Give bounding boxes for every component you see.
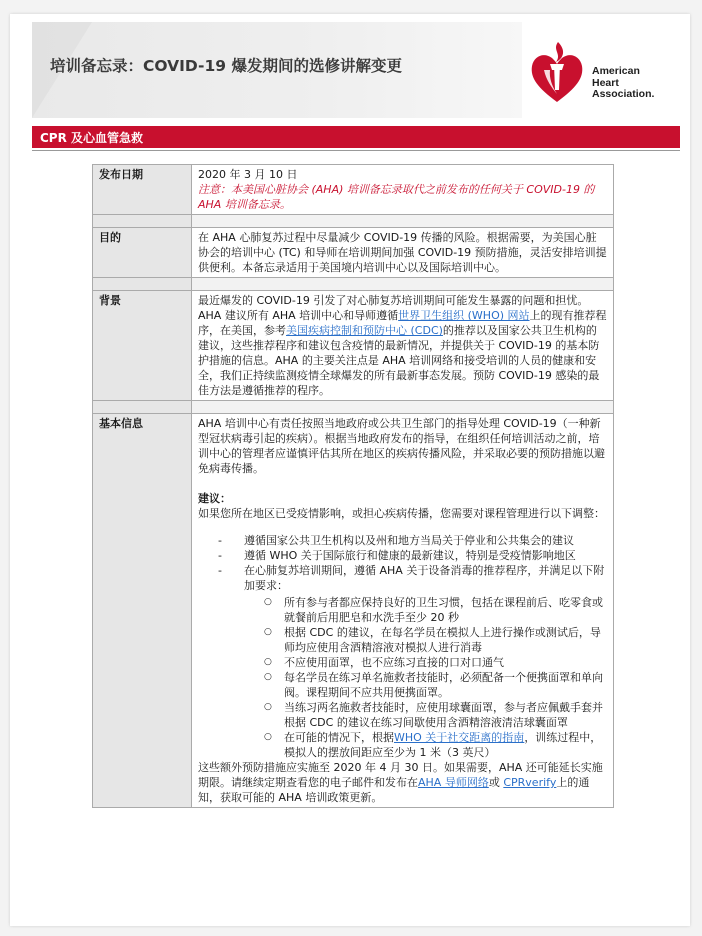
background-text-1: 最近爆发的 COVID-19 引发了对心肺复苏培训期间可能发生暴露的问题和担忧。AHA 建议所有 AHA 培训中心和导师遵循 [198, 294, 589, 322]
logo-line-2: Heart [592, 76, 619, 89]
closing-text-3: 上的通知，获取可能的 AHA 培训政策更新。 [198, 776, 590, 804]
sub-list-item [264, 730, 607, 760]
sub-item-text: ，训练过程中，模拟人的摆放间距应至少为 1 米（3 英尺） [284, 731, 602, 759]
purpose-text: 在 AHA 心肺复苏过程中尽量减少 COVID-19 传播的风险。根据需要，为美国心脏协会的培训中心 (TC) 和导师在培训期间加强 COVID-19 预防措施，灵活安排培训提供便利。本备忘录适用于美国境内培训中心以及国际培训中心。 [192, 228, 614, 278]
date-content [192, 165, 614, 215]
row-basic-info [93, 414, 614, 808]
basic-info-content [192, 414, 614, 808]
purpose-label: 目的 [93, 228, 192, 278]
advice-title: 建议： [198, 492, 231, 505]
sub-list-item: ○ 每名学员在练习单名施救者技能时，必须配备一个便携面罩和单向阀。课程期间不应共用便携面罩。 [264, 670, 607, 700]
logo-line-3: Association. [592, 88, 655, 100]
closing-text [198, 760, 607, 805]
sub-list-item: ○ 当练习两名施救者技能时，应使用球囊面罩，参与者应佩戴手套并根据 CDC 的建议在练习间歇使用含酒精溶液清洁球囊面罩 [264, 700, 607, 730]
background-text-3: 的推荐以及国家公共卫生机构的建议，这些推荐程序和建议包含疫情的最新情况，并提供关于 COVID-19 的基本防护措施的信息。AHA 的主要关注点是 AHA 培训网络和接受培训的人员的健康和安全，我们正持续监测疫情全球爆发的所有最新事态发展。预防 COVID-19 感染的最佳方法是遵循推荐的程序。 [198, 324, 600, 397]
page-title: 培训备忘录：COVID-19 爆发期间的选修讲解变更 [50, 57, 402, 75]
sub-list-item: ○ 不应使用面罩，也不应练习直接的口对口通气 [264, 655, 607, 670]
sub-list [244, 595, 607, 760]
list-item: - 遵循国家公共卫生机构以及州和地方当局关于停业和公共集会的建议 [218, 533, 607, 548]
who-distance-guide-link[interactable]: WHO 关于社交距离的指南 [394, 731, 525, 744]
row-background [93, 291, 614, 401]
heart-torch-icon [528, 40, 586, 106]
sub-item-text: 在可能的情况下，根据 [284, 731, 394, 744]
advice-text: 如果您所在地区已受疫情影响，或担心疾病传播，您需要对课程管理进行以下调整： [198, 507, 605, 520]
background-label: 背景 [93, 291, 192, 401]
basic-info-label: 基本信息 [93, 414, 192, 808]
logo-wordmark [592, 66, 654, 101]
row-purpose [93, 228, 614, 278]
advice-list [198, 533, 607, 760]
memo-page [10, 14, 690, 926]
date-label: 发布日期 [93, 165, 192, 215]
closing-text-1: 这些额外预防措施应实施至 2020 年 4 月 30 日。如果需要，AHA 还可能延长实施期限。请继续定期查看您的电子邮件和发布在 [198, 761, 603, 789]
background-content [192, 291, 614, 401]
aha-logo [528, 40, 678, 110]
list-item: - 遵循 WHO 关于国际旅行和健康的最新建议，特别是受疫情影响地区 [218, 548, 607, 563]
sub-list-item: ○ 所有参与者都应保持良好的卫生习惯，包括在课程前后、吃零食或就餐前后用肥皂和水洗手至少 20 秒 [264, 595, 607, 625]
list-item-text: 在心肺复苏培训期间，遵循 AHA 关于设备消毒的推荐程序，并满足以下附加要求： [244, 564, 605, 592]
aha-instructor-network-link[interactable]: AHA 导师网络 [418, 776, 489, 789]
closing-text-2: 或 [488, 776, 500, 789]
spacer-row [93, 401, 614, 414]
logo-line-1: American [592, 65, 640, 77]
sub-list-item: ○ 根据 CDC 的建议，在每名学员在模拟人上进行操作或测试后，导师均应使用含酒精溶液对模拟人进行消毒 [264, 625, 607, 655]
memo-table [92, 164, 614, 808]
section-bar [32, 126, 680, 148]
who-website-link[interactable]: 世界卫生组织 (WHO) 网站 [398, 309, 530, 322]
list-item [218, 563, 607, 760]
cdc-link[interactable]: 美国疾病控制和预防中心 (CDC) [286, 324, 443, 337]
spacer-row [93, 278, 614, 291]
spacer-row [93, 215, 614, 228]
basic-intro: AHA 培训中心有责任按照当地政府或公共卫生部门的指导处理 COVID-19（一种新型冠状病毒引起的疾病）。根据当地政府发布的指导，在组织任何培训活动之前，培训中心的管理者应谨慎评估其所在地区的疾病传播风险，并采取必要的预防措施以避免病毒传播。 [198, 417, 605, 475]
cprverify-link[interactable]: CPRverify [503, 776, 557, 789]
date-value: 2020 年 3 月 10 日 [198, 168, 298, 181]
notice-text: 注意：本美国心脏协会 (AHA) 培训备忘录取代之前发布的任何关于 COVID-19 的 AHA 培训备忘录。 [198, 183, 595, 211]
divider [32, 150, 680, 151]
row-date [93, 165, 614, 215]
background-text-2: 上的现有推荐程序，在美国，参考 [198, 309, 607, 337]
section-bar-label: CPR 及心血管急救 [40, 131, 144, 145]
